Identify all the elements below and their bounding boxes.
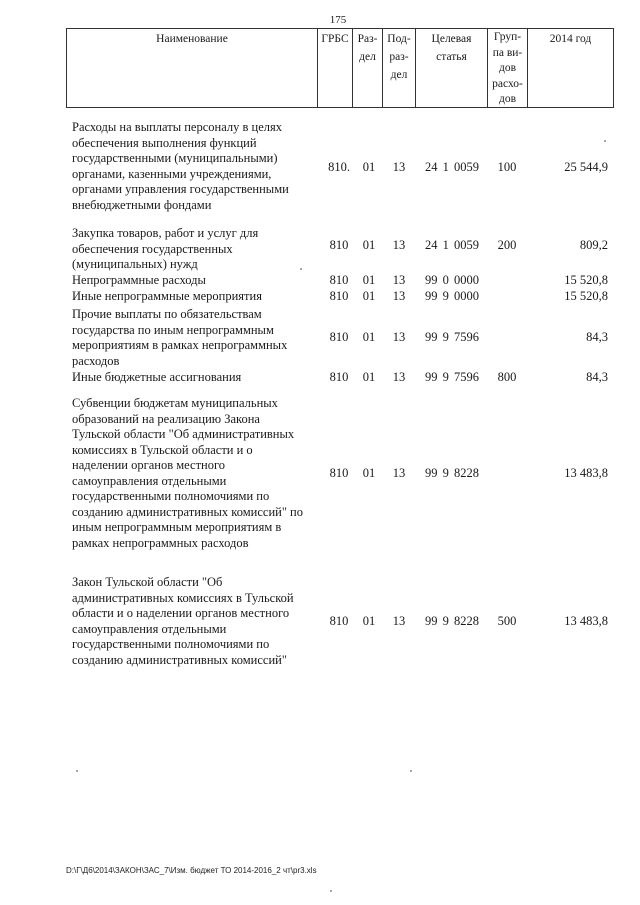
table-row — [0, 396, 640, 554]
row-name — [72, 396, 312, 551]
row-name-line: рамках непрограммных расходов — [72, 535, 249, 550]
row-name-line: административных комиссиях в Тульской — [72, 590, 294, 605]
row-name-line: Расходы на выплаты персоналу в целях — [72, 120, 282, 134]
header-razdel: Раз- дел — [352, 29, 382, 107]
table-row — [0, 307, 640, 371]
row-name-line: Непрограммные расходы — [72, 273, 206, 287]
row-name-line: самоуправления отдельными — [72, 621, 227, 636]
row-razdel: 01 — [362, 289, 376, 303]
row-grbs: 810 — [329, 289, 349, 303]
row-name-line: созданию административных комиссий" по — [72, 504, 303, 519]
row-razdel: 01 — [362, 330, 376, 344]
table-row — [0, 289, 640, 305]
row-name-line: комиссиях в Тульской области и о — [72, 442, 253, 457]
row-group: 200 — [497, 238, 517, 252]
row-article: 99 9 7596 — [425, 370, 479, 384]
row-name — [72, 307, 312, 369]
row-name-line: Закон Тульской области "Об — [72, 575, 223, 589]
row-grbs: 810 — [329, 330, 349, 344]
table-header — [66, 28, 614, 108]
row-podrazdel: 13 — [392, 289, 406, 303]
row-podrazdel: 13 — [392, 370, 406, 384]
row-amount: 25 544,9 — [564, 160, 608, 174]
row-name-line: государственными полномочиями по — [72, 489, 270, 503]
row-name-line: Прочие выплаты по обязательствам — [72, 307, 262, 321]
row-article: 99 9 7596 — [425, 330, 479, 344]
row-name-line: органами управления государственными — [72, 182, 289, 196]
row-grbs: 810 — [329, 614, 349, 628]
row-name-line: обеспечения государственных — [72, 241, 233, 256]
row-name — [72, 370, 312, 386]
row-name-line: государственными (муниципальными) — [72, 151, 278, 165]
row-razdel: 01 — [362, 238, 376, 252]
row-podrazdel: 13 — [392, 238, 406, 252]
table-row — [0, 226, 640, 274]
header-article: Целевая статья — [415, 29, 487, 107]
row-grbs: 810 — [329, 370, 349, 384]
table-row — [0, 370, 640, 386]
row-grbs: 810 — [329, 273, 349, 287]
row-name-line: Закупка товаров, работ и услуг для — [72, 226, 259, 240]
row-amount: 13 483,8 — [564, 466, 608, 480]
row-amount: 15 520,8 — [564, 273, 608, 287]
row-podrazdel: 13 — [392, 614, 406, 628]
row-name-line: образований на реализацию Закона — [72, 411, 260, 426]
scan-speck — [330, 890, 332, 892]
row-razdel: 01 — [362, 614, 376, 628]
row-grbs: 810 — [329, 238, 349, 252]
scan-speck — [76, 770, 78, 772]
page-number: 175 — [329, 14, 347, 26]
row-article: 99 9 8228 — [425, 466, 479, 480]
row-amount: 13 483,8 — [564, 614, 608, 628]
row-name — [72, 273, 312, 289]
row-group: 800 — [497, 370, 517, 384]
row-name — [72, 575, 312, 668]
header-name: Наименование — [156, 33, 228, 45]
row-name-line: государства по иным непрограммным — [72, 322, 274, 337]
row-name-line: наделении органов местного — [72, 458, 226, 472]
row-amount: 84,3 — [586, 370, 608, 384]
table-row — [0, 575, 640, 671]
header-group: Груп- па ви- дов расхо- дов — [487, 29, 527, 107]
table-row — [0, 273, 640, 289]
row-name-line: расходов — [72, 353, 120, 368]
row-article: 99 9 0000 — [425, 289, 479, 303]
row-razdel: 01 — [362, 160, 376, 174]
row-podrazdel: 13 — [392, 330, 406, 344]
header-podrazdel: Под- раз- дел — [382, 29, 415, 107]
row-razdel: 01 — [362, 370, 376, 384]
row-article: 24 1 0059 — [425, 160, 479, 174]
row-name-line: Иные бюджетные ассигнования — [72, 370, 242, 384]
header-grbs: ГРБС — [317, 29, 352, 107]
scan-speck — [410, 770, 412, 772]
row-article: 24 1 0059 — [425, 238, 479, 252]
row-name-line: созданию административных комиссий" — [72, 652, 287, 667]
row-group: 100 — [497, 160, 517, 174]
row-name-line: самоуправления отдельными — [72, 473, 227, 488]
row-article: 99 0 0000 — [425, 273, 479, 287]
row-amount: 809,2 — [579, 238, 608, 252]
table-row — [0, 120, 640, 216]
row-name-line: (муниципальных) нужд — [72, 257, 198, 271]
row-name — [72, 226, 312, 273]
row-name-line: государственными полномочиями по — [72, 637, 270, 651]
row-amount: 15 520,8 — [564, 289, 608, 303]
row-razdel: 01 — [362, 466, 376, 480]
row-name-line: обеспечения выполнения функций — [72, 135, 257, 150]
row-name-line: Тульской области "Об административных — [72, 427, 295, 441]
row-name-line: Иные непрограммные мероприятия — [72, 289, 262, 303]
row-article: 99 9 8228 — [425, 614, 479, 628]
header-year: 2014 год — [527, 29, 613, 107]
row-grbs: 810. — [328, 160, 350, 174]
scan-speck — [300, 268, 302, 270]
row-grbs: 810 — [329, 466, 349, 480]
row-name-line: мероприятиям в рамках непрограммных — [72, 338, 288, 352]
scan-speck — [604, 140, 606, 142]
row-name-line: органами, казенными учреждениями, — [72, 166, 272, 181]
row-name-line: Субвенции бюджетам муниципальных — [72, 396, 278, 410]
row-group: 500 — [497, 614, 517, 628]
file-path-footer: D:\Г\Д6\2014\ЗАКОН\ЗАС_7\Изм. бюджет ТО 2014-2016_2 чт\pr3.xls — [66, 866, 317, 875]
row-name — [72, 120, 312, 213]
row-razdel: 01 — [362, 273, 376, 287]
row-podrazdel: 13 — [392, 273, 406, 287]
row-name-line: внебюджетными фондами — [72, 197, 212, 212]
row-podrazdel: 13 — [392, 466, 406, 480]
row-name — [72, 289, 312, 305]
row-podrazdel: 13 — [392, 160, 406, 174]
row-name-line: иным непрограммным мероприятиям в — [72, 520, 282, 534]
row-name-line: области и о наделении органов местного — [72, 606, 290, 620]
row-amount: 84,3 — [586, 330, 608, 344]
